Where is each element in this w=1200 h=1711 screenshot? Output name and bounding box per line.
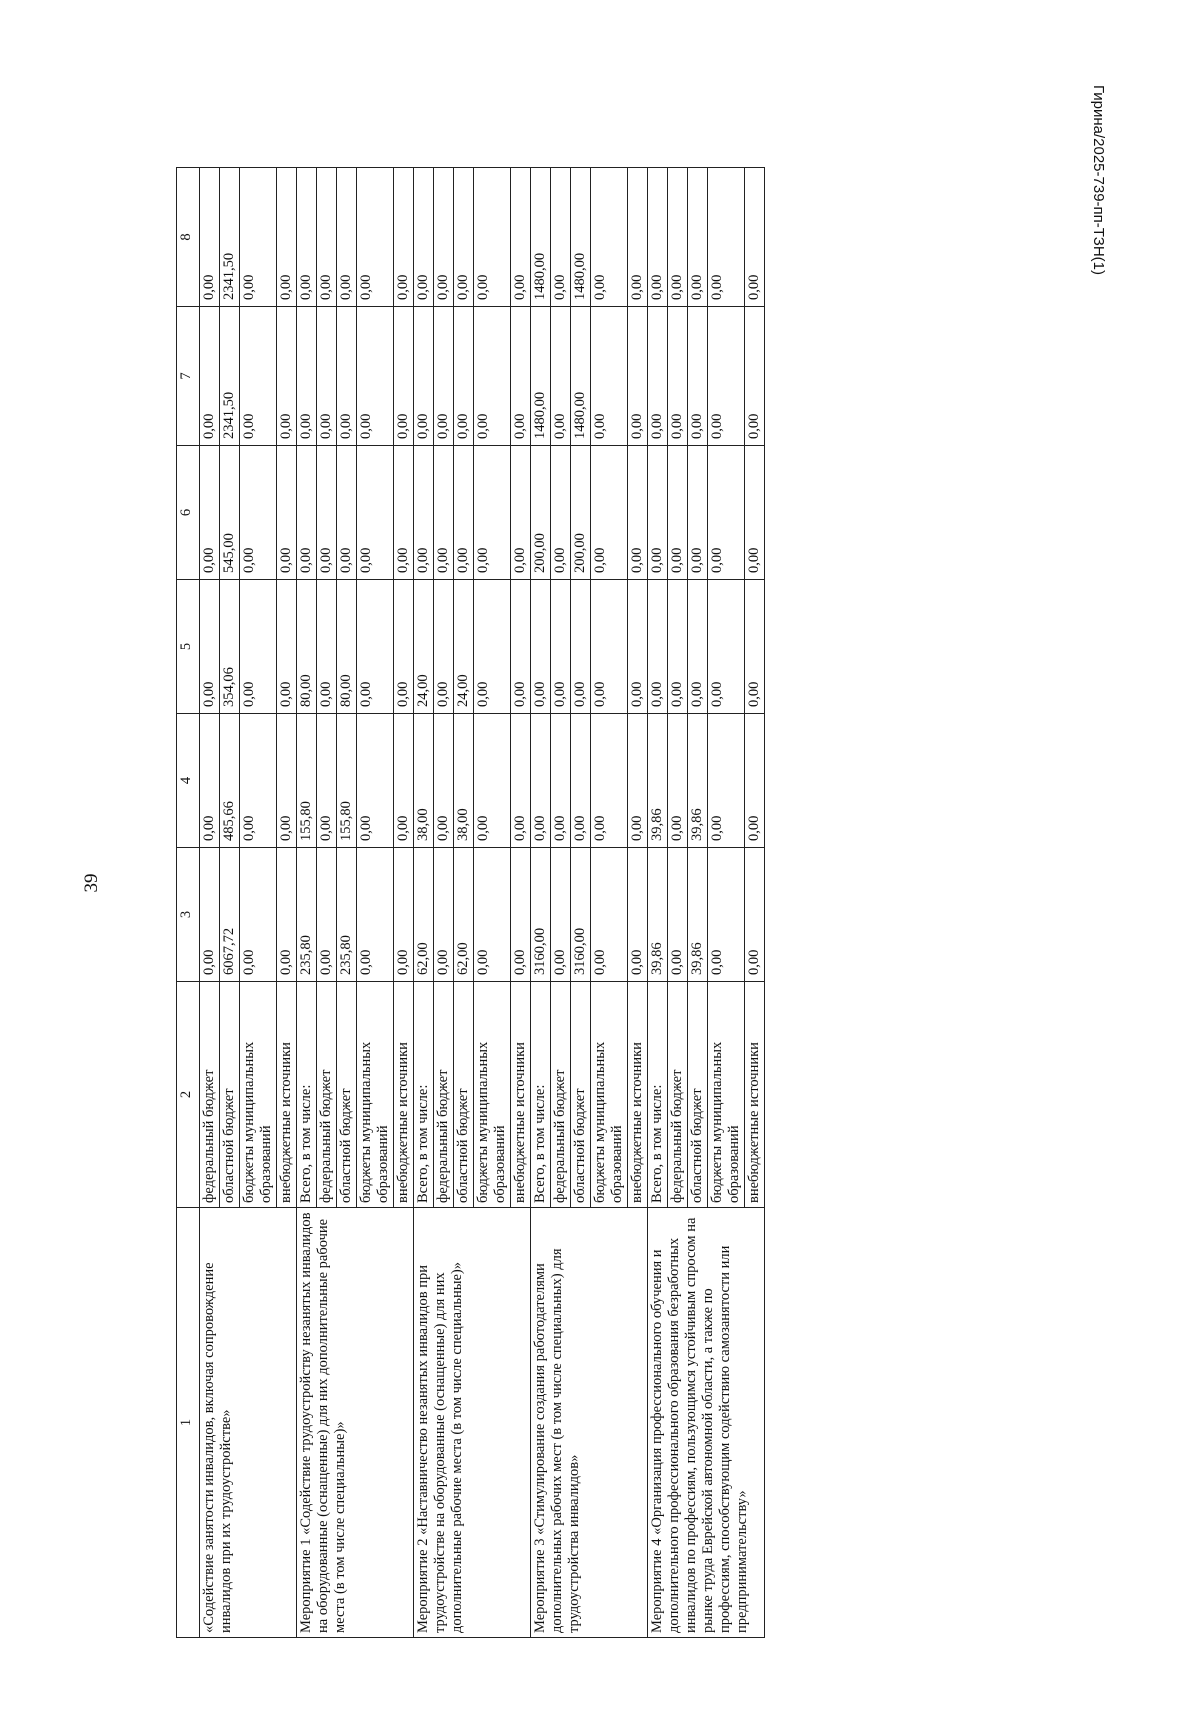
funding-source-cell: Всего, в том числе: [648, 982, 668, 1208]
amount-cell: 0,00 [551, 580, 571, 714]
amount-cell: 0,00 [688, 168, 708, 307]
amount-cell: 80,00 [337, 580, 357, 714]
amount-cell: 200,00 [531, 446, 551, 580]
amount-cell: 0,00 [511, 446, 531, 580]
amount-cell: 0,00 [551, 307, 571, 446]
funding-source-cell: областной бюджет [337, 982, 357, 1208]
amount-cell: 0,00 [200, 307, 220, 446]
funding-source-cell: бюджеты муниципальных образований [708, 982, 745, 1208]
amount-cell: 0,00 [591, 168, 628, 307]
amount-cell: 1480,00 [571, 168, 591, 307]
amount-cell: 0,00 [357, 580, 394, 714]
table-row [414, 168, 434, 1638]
funding-source-cell: внебюджетные источники [511, 982, 531, 1208]
amount-cell: 0,00 [531, 714, 551, 848]
amount-cell: 0,00 [745, 580, 765, 714]
amount-cell: 0,00 [337, 307, 357, 446]
amount-cell: 0,00 [628, 446, 648, 580]
amount-cell: 0,00 [474, 580, 511, 714]
amount-cell: 0,00 [708, 580, 745, 714]
amount-cell: 155,80 [337, 714, 357, 848]
amount-cell: 39,86 [648, 848, 668, 982]
program-title-cell: Мероприятие 3 «Стимулирование создания работодателями дополнительных рабочих мест (в том числе специальных) для трудоустройства инвалидов» [531, 1208, 648, 1638]
funding-source-cell: Всего, в том числе: [297, 982, 317, 1208]
amount-cell: 1480,00 [531, 168, 551, 307]
column-header-1: 1 [177, 1208, 200, 1638]
budget-table [176, 167, 765, 1638]
column-header-8: 8 [177, 168, 200, 307]
amount-cell: 0,00 [357, 168, 394, 307]
program-title-cell: Мероприятие 2 «Наставничество незанятых инвалидов при трудоустройстве на оборудованные (оснащенные) для них дополнительные рабочие места (в том числе специальные)» [414, 1208, 531, 1638]
amount-cell: 2341,50 [220, 168, 240, 307]
amount-cell: 0,00 [357, 446, 394, 580]
amount-cell: 0,00 [394, 307, 414, 446]
amount-cell: 6067,72 [220, 848, 240, 982]
amount-cell: 0,00 [511, 168, 531, 307]
amount-cell: 0,00 [434, 848, 454, 982]
funding-source-cell: областной бюджет [454, 982, 474, 1208]
funding-source-cell: внебюджетные источники [745, 982, 765, 1208]
amount-cell: 0,00 [511, 580, 531, 714]
amount-cell: 0,00 [200, 714, 220, 848]
amount-cell: 0,00 [394, 168, 414, 307]
amount-cell: 0,00 [511, 714, 531, 848]
amount-cell: 354,06 [220, 580, 240, 714]
amount-cell: 0,00 [200, 168, 220, 307]
amount-cell: 0,00 [277, 446, 297, 580]
amount-cell: 155,80 [297, 714, 317, 848]
amount-cell: 0,00 [668, 168, 688, 307]
amount-cell: 0,00 [277, 168, 297, 307]
amount-cell: 0,00 [277, 580, 297, 714]
amount-cell: 0,00 [668, 714, 688, 848]
amount-cell: 235,80 [297, 848, 317, 982]
amount-cell: 0,00 [688, 446, 708, 580]
amount-cell: 39,86 [688, 714, 708, 848]
amount-cell: 0,00 [591, 446, 628, 580]
amount-cell: 0,00 [434, 168, 454, 307]
amount-cell: 0,00 [571, 580, 591, 714]
amount-cell: 38,00 [454, 714, 474, 848]
amount-cell: 0,00 [745, 446, 765, 580]
funding-source-cell: федеральный бюджет [668, 982, 688, 1208]
amount-cell: 0,00 [688, 307, 708, 446]
amount-cell: 0,00 [648, 307, 668, 446]
column-header-4: 4 [177, 714, 200, 848]
amount-cell: 0,00 [708, 714, 745, 848]
rotated-table-container [176, 168, 1096, 1638]
amount-cell: 0,00 [688, 580, 708, 714]
table-row [200, 168, 220, 1638]
funding-source-cell: внебюджетные источники [277, 982, 297, 1208]
amount-cell: 0,00 [454, 168, 474, 307]
amount-cell: 0,00 [357, 848, 394, 982]
amount-cell: 24,00 [454, 580, 474, 714]
amount-cell: 0,00 [628, 848, 648, 982]
amount-cell: 0,00 [394, 580, 414, 714]
funding-source-cell: федеральный бюджет [317, 982, 337, 1208]
amount-cell: 0,00 [240, 848, 277, 982]
column-header-3: 3 [177, 848, 200, 982]
amount-cell: 0,00 [414, 307, 434, 446]
amount-cell: 80,00 [297, 580, 317, 714]
amount-cell: 0,00 [434, 307, 454, 446]
column-header-6: 6 [177, 446, 200, 580]
column-header-5: 5 [177, 580, 200, 714]
program-title-cell: Мероприятие 1 «Содействие трудоустройству незанятых инвалидов на оборудованные (оснащенные) для них дополнительные рабочие места (в том числе специальные)» [297, 1208, 414, 1638]
amount-cell: 0,00 [648, 446, 668, 580]
amount-cell: 0,00 [591, 714, 628, 848]
amount-cell: 39,86 [688, 848, 708, 982]
amount-cell: 485,66 [220, 714, 240, 848]
amount-cell: 3160,00 [571, 848, 591, 982]
amount-cell: 0,00 [668, 307, 688, 446]
amount-cell: 0,00 [434, 580, 454, 714]
funding-source-cell: областной бюджет [688, 982, 708, 1208]
amount-cell: 0,00 [240, 446, 277, 580]
amount-cell: 0,00 [200, 848, 220, 982]
amount-cell: 0,00 [297, 446, 317, 580]
amount-cell: 62,00 [454, 848, 474, 982]
amount-cell: 0,00 [414, 168, 434, 307]
funding-source-cell: бюджеты муниципальных образований [591, 982, 628, 1208]
amount-cell: 0,00 [277, 307, 297, 446]
amount-cell: 0,00 [668, 848, 688, 982]
amount-cell: 62,00 [414, 848, 434, 982]
amount-cell: 0,00 [668, 446, 688, 580]
table-row [297, 168, 317, 1638]
amount-cell: 0,00 [745, 848, 765, 982]
amount-cell: 0,00 [200, 580, 220, 714]
amount-cell: 24,00 [414, 580, 434, 714]
funding-source-cell: бюджеты муниципальных образований [474, 982, 511, 1208]
amount-cell: 0,00 [474, 307, 511, 446]
amount-cell: 0,00 [394, 714, 414, 848]
amount-cell: 235,80 [337, 848, 357, 982]
amount-cell: 0,00 [240, 168, 277, 307]
amount-cell: 0,00 [551, 848, 571, 982]
program-title-cell: «Содействие занятости инвалидов, включая сопровождение инвалидов при их трудоустройстве» [200, 1208, 297, 1638]
amount-cell: 0,00 [668, 580, 688, 714]
amount-cell: 0,00 [551, 714, 571, 848]
amount-cell: 1480,00 [571, 307, 591, 446]
amount-cell: 0,00 [551, 446, 571, 580]
funding-source-cell: бюджеты муниципальных образований [240, 982, 277, 1208]
amount-cell: 0,00 [511, 307, 531, 446]
page-number: 39 [81, 873, 102, 893]
funding-source-cell: областной бюджет [571, 982, 591, 1208]
amount-cell: 0,00 [708, 446, 745, 580]
funding-source-cell: областной бюджет [220, 982, 240, 1208]
amount-cell: 0,00 [240, 714, 277, 848]
amount-cell: 0,00 [474, 848, 511, 982]
amount-cell: 0,00 [745, 307, 765, 446]
funding-source-cell: федеральный бюджет [551, 982, 571, 1208]
amount-cell: 0,00 [571, 714, 591, 848]
amount-cell: 0,00 [474, 168, 511, 307]
amount-cell: 0,00 [434, 714, 454, 848]
amount-cell: 0,00 [357, 307, 394, 446]
amount-cell: 0,00 [337, 446, 357, 580]
amount-cell: 0,00 [591, 848, 628, 982]
amount-cell: 0,00 [648, 580, 668, 714]
amount-cell: 0,00 [317, 580, 337, 714]
amount-cell: 0,00 [357, 714, 394, 848]
amount-cell: 1480,00 [531, 307, 551, 446]
funding-source-cell: Всего, в том числе: [414, 982, 434, 1208]
amount-cell: 0,00 [277, 714, 297, 848]
amount-cell: 38,00 [414, 714, 434, 848]
table-frame [176, 168, 1096, 1638]
amount-cell: 0,00 [394, 446, 414, 580]
amount-cell: 0,00 [297, 307, 317, 446]
amount-cell: 39,86 [648, 714, 668, 848]
amount-cell: 0,00 [317, 446, 337, 580]
funding-source-cell: Всего, в том числе: [531, 982, 551, 1208]
amount-cell: 0,00 [591, 580, 628, 714]
amount-cell: 0,00 [745, 168, 765, 307]
amount-cell: 0,00 [708, 848, 745, 982]
amount-cell: 0,00 [708, 168, 745, 307]
amount-cell: 0,00 [240, 307, 277, 446]
amount-cell: 0,00 [277, 848, 297, 982]
column-header-7: 7 [177, 307, 200, 446]
amount-cell: 0,00 [434, 446, 454, 580]
amount-cell: 0,00 [628, 714, 648, 848]
document-code: Гирина/2025-739-пп-ТЗН(1) [1090, 84, 1107, 276]
amount-cell: 0,00 [531, 580, 551, 714]
amount-cell: 0,00 [628, 580, 648, 714]
table-row [648, 168, 668, 1638]
amount-cell: 0,00 [474, 714, 511, 848]
amount-cell: 0,00 [394, 848, 414, 982]
amount-cell: 0,00 [317, 848, 337, 982]
amount-cell: 0,00 [708, 307, 745, 446]
amount-cell: 0,00 [317, 307, 337, 446]
funding-source-cell: федеральный бюджет [200, 982, 220, 1208]
program-title-cell: Мероприятие 4 «Организация профессионального обучения и дополнительного профессионального образования безработных инвалидов по профессиям, пользующимся устойчивым спросом на рынке труда Еврейской автономной области, а также по профессиям, способствующим содействию самозанятости или предпринимательству» [648, 1208, 765, 1638]
amount-cell: 0,00 [414, 446, 434, 580]
amount-cell: 0,00 [454, 307, 474, 446]
header-row [177, 168, 200, 1638]
column-header-2: 2 [177, 982, 200, 1208]
amount-cell: 0,00 [317, 714, 337, 848]
amount-cell: 3160,00 [531, 848, 551, 982]
amount-cell: 0,00 [591, 307, 628, 446]
amount-cell: 200,00 [571, 446, 591, 580]
funding-source-cell: внебюджетные источники [394, 982, 414, 1208]
amount-cell: 0,00 [628, 307, 648, 446]
funding-source-cell: внебюджетные источники [628, 982, 648, 1208]
amount-cell: 0,00 [317, 168, 337, 307]
amount-cell: 0,00 [240, 580, 277, 714]
amount-cell: 0,00 [454, 446, 474, 580]
funding-source-cell: бюджеты муниципальных образований [357, 982, 394, 1208]
table-row [531, 168, 551, 1638]
amount-cell: 0,00 [511, 848, 531, 982]
amount-cell: 0,00 [648, 168, 668, 307]
amount-cell: 0,00 [745, 714, 765, 848]
amount-cell: 0,00 [628, 168, 648, 307]
amount-cell: 2341,50 [220, 307, 240, 446]
amount-cell: 0,00 [474, 446, 511, 580]
funding-source-cell: федеральный бюджет [434, 982, 454, 1208]
amount-cell: 0,00 [297, 168, 317, 307]
table-body [200, 168, 765, 1638]
amount-cell: 0,00 [551, 168, 571, 307]
amount-cell: 0,00 [200, 446, 220, 580]
amount-cell: 545,00 [220, 446, 240, 580]
amount-cell: 0,00 [337, 168, 357, 307]
